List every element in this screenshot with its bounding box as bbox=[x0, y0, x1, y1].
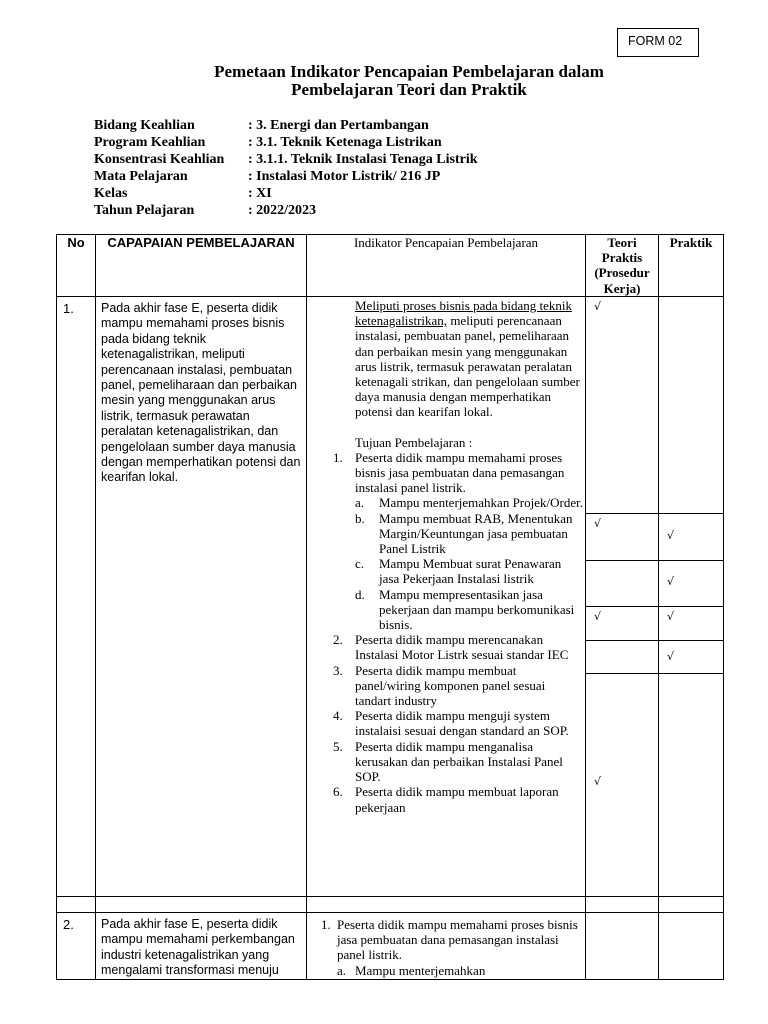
check-mark: √ bbox=[667, 529, 675, 542]
praktik-cell bbox=[659, 913, 724, 980]
header-indikator: Indikator Pencapaian Pembelajaran bbox=[307, 235, 586, 297]
meta-row bbox=[94, 168, 478, 185]
header-capaian: CAPAPAIAN PEMBELAJARAN bbox=[96, 235, 307, 297]
meta-key: Konsentrasi Keahlian bbox=[94, 152, 225, 167]
capaian-cell: Pada akhir fase E, peserta didik mampu memahami proses bisnis pada bidang teknik ketenagalistrikan, meliputi perencanaan instalasi, pembuatan panel, pemeliharaan dan perbaikan mesin yang menggunakan arus listrik, termasuk perawatan peralatan ketenagalistrikan, dan pengelolaan sumber daya manusia dengan memperhatikan potensi dan kearifan lokal. bbox=[96, 297, 307, 897]
meta-value: : 2022/2023 bbox=[248, 203, 317, 218]
form-label: FORM 02 bbox=[628, 34, 683, 48]
list-item: 4. Peserta didik mampu menguji system instalaisi sesuai dengan standard an SOP. bbox=[333, 708, 569, 739]
praktik-cell bbox=[659, 674, 724, 897]
mapping-table bbox=[56, 234, 724, 980]
row-number: 2. bbox=[57, 913, 96, 980]
list-item: 5. Peserta didik mampu menganalisa kerusakan dan perbaikan Instalasi Panel SOP. bbox=[333, 738, 563, 785]
praktik-cell bbox=[659, 641, 724, 674]
list-subitem: a. Mampu menterjemahkan Projek/Order. bbox=[355, 495, 583, 511]
header-teori-praktis: Teori Praktis (Prosedur Kerja) bbox=[586, 235, 659, 297]
intro-underlined: Meliputi proses bisnis pada bidang teknik ketenagalistrikan, bbox=[355, 298, 573, 329]
meta-value: : Instalasi Motor Listrik/ 216 JP bbox=[248, 169, 441, 184]
meta-row bbox=[94, 202, 478, 219]
meta-row bbox=[94, 117, 478, 134]
intro-rest: meliputi perencanaan instalasi, pembuatan panel, pemeliharaan dan perbaikan mesin yang menggunakan arus listrik, termasuk perawatan peralatan ketenagali strikan, dan pengelolaan sumber daya manusia dengan memperhatikan potensi dan kearifan lokal. bbox=[355, 313, 580, 420]
meta-key: Kelas bbox=[94, 186, 128, 201]
meta-key: Bidang Keahlian bbox=[94, 118, 195, 133]
check-mark: √ bbox=[594, 300, 602, 313]
list-item: 2. Peserta didik mampu merencanakan Instalasi Motor Listrk sesuai standar IEC bbox=[333, 632, 569, 663]
indikator-cell bbox=[307, 913, 586, 980]
capaian-cell: Pada akhir fase E, peserta didik mampu memahami perkembangan industri ketenagalistrikan yang mengalami transformasi menuju bbox=[96, 913, 307, 980]
list-item: 6. Peserta didik mampu membuat laporan pekerjaan bbox=[333, 784, 559, 815]
meta-value: : 3.1.1. Teknik Instalasi Tenaga Listrik bbox=[248, 152, 478, 167]
list-subitem: a. Mampu menterjemahkan bbox=[337, 962, 486, 978]
table-row bbox=[57, 297, 724, 514]
indikator-intro bbox=[309, 298, 583, 420]
tujuan-label: Tujuan Pembelajaran : bbox=[355, 434, 473, 450]
teori-cell bbox=[586, 514, 659, 561]
meta-value: : 3. Energi dan Pertambangan bbox=[248, 118, 429, 133]
meta-row bbox=[94, 151, 478, 168]
table-spacer-row bbox=[57, 897, 724, 913]
row-number: 1. bbox=[57, 297, 96, 897]
meta-key: Mata Pelajaran bbox=[94, 169, 188, 184]
indikator-cell bbox=[307, 297, 586, 897]
table-row bbox=[57, 913, 724, 980]
teori-cell bbox=[586, 607, 659, 641]
list-item: 1. Peserta didik mampu memahami proses bisnis jasa pembuatan dana pemasangan instalasi panel listrik. bbox=[321, 917, 578, 963]
meta-key: Tahun Pelajaran bbox=[94, 203, 195, 218]
form-label-box bbox=[617, 28, 699, 57]
teori-cell bbox=[586, 297, 659, 514]
list-item: 3. Peserta didik mampu membuat panel/wiring komponen panel sesuai tandart industry bbox=[333, 662, 546, 709]
praktik-cell bbox=[659, 514, 724, 561]
teori-cell bbox=[586, 641, 659, 674]
check-mark: √ bbox=[594, 610, 602, 623]
meta-block bbox=[94, 117, 478, 219]
document-title-line1: Pemetaan Indikator Pencapaian Pembelajaran dalam bbox=[214, 62, 604, 81]
meta-key: Program Keahlian bbox=[94, 135, 206, 150]
teori-cell bbox=[586, 913, 659, 980]
header-praktik: Praktik bbox=[659, 235, 724, 297]
list-item: 1. Peserta didik mampu memahami proses bisnis jasa pembuatan dana pemasangan instalasi panel listrik. bbox=[333, 449, 565, 496]
teori-cell bbox=[586, 674, 659, 897]
list-subitem: d. Mampu mempresentasikan jasa pekerjaan dan mampu berkomunikasi bisnis. bbox=[355, 586, 575, 633]
praktik-cell bbox=[659, 561, 724, 607]
check-mark: √ bbox=[667, 610, 675, 623]
list-subitem: b. Mampu membuat RAB, Menentukan Margin/Keuntungan jasa pembuatan Panel Listrik bbox=[355, 510, 573, 557]
table-header-row bbox=[57, 235, 724, 297]
teori-cell bbox=[586, 561, 659, 607]
meta-row bbox=[94, 134, 478, 151]
check-mark: √ bbox=[667, 575, 675, 588]
check-mark: √ bbox=[594, 517, 602, 530]
meta-value: : XI bbox=[248, 186, 272, 201]
meta-row bbox=[94, 185, 478, 202]
meta-value: : 3.1. Teknik Ketenaga Listrikan bbox=[248, 135, 442, 150]
list-subitem: c. Mampu Membuat surat Penawaran jasa Pekerjaan Instalasi listrik bbox=[355, 556, 562, 587]
check-mark: √ bbox=[667, 650, 675, 663]
document-title-line2: Pembelajaran Teori dan Praktik bbox=[291, 80, 527, 99]
praktik-cell bbox=[659, 297, 724, 514]
check-mark: √ bbox=[594, 775, 602, 788]
header-no: No bbox=[57, 235, 96, 297]
praktik-cell bbox=[659, 607, 724, 641]
